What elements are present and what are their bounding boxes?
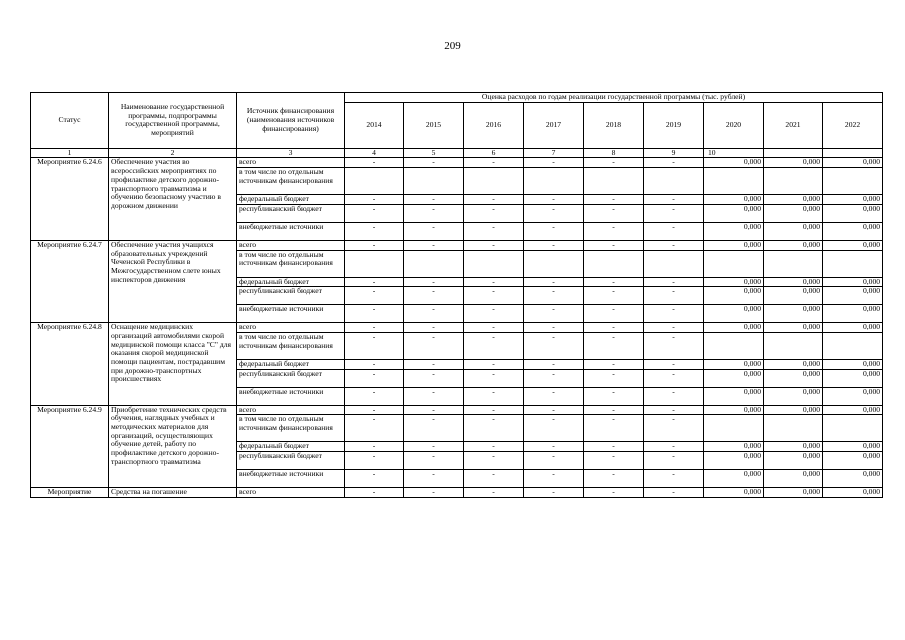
column-number: 2 (109, 148, 237, 158)
year-value: - (464, 222, 524, 240)
year-value (524, 250, 584, 277)
year-value (584, 250, 644, 277)
header-year: 2017 (524, 102, 584, 148)
year-value: - (345, 405, 404, 415)
year-value: - (524, 442, 584, 452)
year-value: - (524, 204, 584, 222)
year-value: - (644, 323, 704, 333)
year-value: - (644, 359, 704, 369)
year-value: - (464, 158, 524, 168)
column-number: 3 (237, 148, 345, 158)
source-label: в том числе по отдельным источникам финансирования (237, 168, 345, 195)
column-number: 8 (584, 148, 644, 158)
source-label: внебюджетные источники (237, 470, 345, 488)
year-value: - (644, 387, 704, 405)
source-label: внебюджетные источники (237, 222, 345, 240)
header-source: Источник финансирования (наименования источников финансирования) (237, 93, 345, 149)
year-value: - (345, 204, 404, 222)
column-number: 5 (404, 148, 464, 158)
year-value (464, 250, 524, 277)
year-value: - (524, 387, 584, 405)
header-year: 2018 (584, 102, 644, 148)
year-value: - (345, 240, 404, 250)
year-value: - (404, 287, 464, 305)
year-value: - (644, 277, 704, 287)
year-value: - (644, 158, 704, 168)
year-value: - (404, 305, 464, 323)
source-label: внебюджетные источники (237, 387, 345, 405)
year-value: - (404, 277, 464, 287)
year-value: - (584, 305, 644, 323)
year-value: - (584, 470, 644, 488)
year-value: - (584, 287, 644, 305)
year-value: - (464, 305, 524, 323)
year-value (524, 168, 584, 195)
year-value (404, 250, 464, 277)
year-value: - (404, 323, 464, 333)
header-year: 2022 (823, 102, 883, 148)
year-value: 0,000 (823, 470, 883, 488)
year-value: - (345, 442, 404, 452)
year-value: - (524, 470, 584, 488)
year-value: 0,000 (764, 452, 823, 470)
year-value: - (584, 222, 644, 240)
year-value: 0,000 (764, 287, 823, 305)
year-value: - (524, 452, 584, 470)
year-value: - (404, 332, 464, 359)
year-value: - (524, 323, 584, 333)
source-label: федеральный бюджет (237, 195, 345, 205)
year-value: 0,000 (704, 405, 764, 415)
year-value: 0,000 (823, 442, 883, 452)
column-number: 6 (464, 148, 524, 158)
year-value: - (584, 369, 644, 387)
year-value: - (345, 452, 404, 470)
year-value: 0,000 (704, 195, 764, 205)
year-value (704, 168, 764, 195)
year-value: - (524, 158, 584, 168)
year-value: 0,000 (704, 488, 764, 498)
year-value: - (644, 452, 704, 470)
header-estimate: Оценка расходов по годам реализации государственной программы (тыс. рублей) (345, 93, 883, 103)
year-value (823, 250, 883, 277)
year-value: - (464, 470, 524, 488)
year-value: - (464, 369, 524, 387)
measure-status: Мероприятие 6.24.8 (31, 323, 109, 405)
year-value (464, 168, 524, 195)
year-value (404, 168, 464, 195)
year-value (644, 250, 704, 277)
year-value: 0,000 (764, 305, 823, 323)
year-value: 0,000 (823, 405, 883, 415)
measure-name: Обеспечение участия учащихся образовательных учреждений Чеченской Республики в Межгосударственном слете юных инспекторов движения (109, 240, 237, 322)
year-value: - (464, 405, 524, 415)
year-value: 0,000 (764, 387, 823, 405)
source-label: всего (237, 405, 345, 415)
year-value: - (524, 240, 584, 250)
source-label: в том числе по отдельным источникам финансирования (237, 250, 345, 277)
year-value: - (584, 158, 644, 168)
year-value: 0,000 (764, 204, 823, 222)
year-value: - (584, 387, 644, 405)
source-label: в том числе по отдельным источникам финансирования (237, 415, 345, 442)
measure-status: Мероприятие (31, 488, 109, 498)
column-number: 9 (644, 148, 704, 158)
year-value (823, 415, 883, 442)
year-value: - (345, 287, 404, 305)
source-label: федеральный бюджет (237, 277, 345, 287)
year-value: 0,000 (764, 405, 823, 415)
year-value: - (464, 452, 524, 470)
year-value: - (524, 359, 584, 369)
year-value: - (524, 369, 584, 387)
year-value: 0,000 (764, 442, 823, 452)
year-value: - (524, 277, 584, 287)
header-year: 2021 (764, 102, 823, 148)
year-value: - (464, 442, 524, 452)
year-value: 0,000 (704, 359, 764, 369)
year-value: - (345, 470, 404, 488)
year-value: - (584, 323, 644, 333)
year-value: 0,000 (704, 442, 764, 452)
year-value: - (464, 195, 524, 205)
table-row (31, 323, 883, 333)
year-value: 0,000 (764, 240, 823, 250)
year-value: - (404, 488, 464, 498)
measure-status: Мероприятие 6.24.7 (31, 240, 109, 322)
year-value: - (345, 369, 404, 387)
year-value: 0,000 (764, 359, 823, 369)
year-value: - (464, 240, 524, 250)
year-value: - (404, 452, 464, 470)
year-value: 0,000 (823, 305, 883, 323)
year-value: - (404, 204, 464, 222)
header-status: Статус (31, 93, 109, 149)
year-value: 0,000 (764, 323, 823, 333)
year-value: - (584, 415, 644, 442)
year-value: 0,000 (823, 222, 883, 240)
year-value: - (464, 488, 524, 498)
year-value: 0,000 (823, 240, 883, 250)
year-value: - (644, 332, 704, 359)
year-value: - (584, 452, 644, 470)
measure-name: Обеспечение участия во всероссийских мероприятиях по профилактике детского дорожно-транспортного травматизма и обучению безопасному участию в дорожном движении (109, 158, 237, 240)
year-value: - (584, 442, 644, 452)
year-value: - (584, 359, 644, 369)
source-label: всего (237, 323, 345, 333)
source-label: федеральный бюджет (237, 442, 345, 452)
year-value: - (345, 415, 404, 442)
source-label: федеральный бюджет (237, 359, 345, 369)
year-value: - (644, 405, 704, 415)
year-value: - (464, 387, 524, 405)
year-value: 0,000 (764, 222, 823, 240)
year-value: - (524, 222, 584, 240)
year-value: - (524, 287, 584, 305)
year-value (704, 332, 764, 359)
header-year: 2019 (644, 102, 704, 148)
year-value: - (464, 359, 524, 369)
header-year: 2015 (404, 102, 464, 148)
year-value: 0,000 (704, 240, 764, 250)
year-value: - (524, 305, 584, 323)
year-value: - (464, 277, 524, 287)
year-value: - (584, 240, 644, 250)
source-label: всего (237, 240, 345, 250)
year-value: - (464, 287, 524, 305)
measure-status: Мероприятие 6.24.6 (31, 158, 109, 240)
year-value: 0,000 (704, 323, 764, 333)
source-label: республиканский бюджет (237, 452, 345, 470)
year-value (704, 250, 764, 277)
year-value: - (404, 415, 464, 442)
year-value: 0,000 (823, 158, 883, 168)
year-value: - (464, 332, 524, 359)
table-row (31, 158, 883, 168)
year-value: - (644, 470, 704, 488)
year-value (823, 332, 883, 359)
table-row (31, 240, 883, 250)
year-value (345, 168, 404, 195)
year-value: - (345, 222, 404, 240)
year-value: 0,000 (823, 452, 883, 470)
expenditure-table (30, 92, 883, 498)
source-label: республиканский бюджет (237, 369, 345, 387)
year-value: - (345, 158, 404, 168)
column-number: 4 (345, 148, 404, 158)
year-value (764, 415, 823, 442)
year-value: - (345, 323, 404, 333)
year-value (764, 332, 823, 359)
year-value: 0,000 (764, 369, 823, 387)
year-value: - (584, 488, 644, 498)
year-value: - (644, 287, 704, 305)
year-value: - (404, 442, 464, 452)
year-value: 0,000 (823, 323, 883, 333)
year-value: - (644, 369, 704, 387)
year-value: 0,000 (704, 470, 764, 488)
year-value: 0,000 (704, 387, 764, 405)
year-value: - (464, 204, 524, 222)
year-value: - (404, 369, 464, 387)
measure-name: Приобретение технических средств обучения, наглядных учебных и методических материалов для организаций, осуществляющих обучение детей, работу по профилактике детского дорожно-транспортного травматизма (109, 405, 237, 487)
header-name: Наименование государственной программы, подпрограммы государственной программы, мероприятий (109, 93, 237, 149)
year-value: 0,000 (704, 158, 764, 168)
year-value: 0,000 (823, 488, 883, 498)
year-value: 0,000 (823, 195, 883, 205)
year-value (704, 415, 764, 442)
year-value: 0,000 (704, 305, 764, 323)
measure-status: Мероприятие 6.24.9 (31, 405, 109, 487)
table-row (31, 405, 883, 415)
year-value: 0,000 (704, 204, 764, 222)
year-value (764, 168, 823, 195)
year-value: 0,000 (704, 452, 764, 470)
year-value: 0,000 (704, 277, 764, 287)
header-year: 2016 (464, 102, 524, 148)
year-value: - (584, 277, 644, 287)
year-value (764, 250, 823, 277)
year-value: 0,000 (704, 222, 764, 240)
table-row (31, 488, 883, 498)
header-year: 2020 (704, 102, 764, 148)
year-value (823, 168, 883, 195)
year-value: - (464, 323, 524, 333)
year-value: - (584, 204, 644, 222)
year-value: - (524, 332, 584, 359)
column-number: 10 (704, 148, 764, 158)
year-value: - (345, 277, 404, 287)
year-value: 0,000 (764, 488, 823, 498)
year-value: - (644, 195, 704, 205)
source-label: всего (237, 488, 345, 498)
year-value: 0,000 (823, 277, 883, 287)
year-value (584, 168, 644, 195)
column-number: 7 (524, 148, 584, 158)
page-number: 209 (444, 40, 461, 52)
source-label: республиканский бюджет (237, 204, 345, 222)
year-value: 0,000 (823, 359, 883, 369)
year-value: - (345, 387, 404, 405)
year-value: - (524, 415, 584, 442)
year-value: - (644, 442, 704, 452)
year-value: - (404, 359, 464, 369)
header-year: 2014 (345, 102, 404, 148)
measure-name: Средства на погашение (109, 488, 237, 498)
year-value: - (345, 359, 404, 369)
source-label: в том числе по отдельным источникам финансирования (237, 332, 345, 359)
year-value: - (404, 158, 464, 168)
year-value: - (644, 240, 704, 250)
source-label: внебюджетные источники (237, 305, 345, 323)
source-label: республиканский бюджет (237, 287, 345, 305)
year-value: 0,000 (823, 369, 883, 387)
year-value: - (404, 195, 464, 205)
year-value: - (524, 405, 584, 415)
year-value: - (404, 222, 464, 240)
year-value: - (584, 332, 644, 359)
year-value: - (644, 488, 704, 498)
year-value: - (404, 405, 464, 415)
year-value: 0,000 (764, 470, 823, 488)
year-value: 0,000 (764, 277, 823, 287)
source-label: всего (237, 158, 345, 168)
year-value: 0,000 (823, 204, 883, 222)
measure-name: Оснащение медицинских организаций автомобилями скорой медицинской помощи класса "С" для оказания скорой медицинской помощи пациентам, пострадавшим при дорожно-транспортных происшествиях (109, 323, 237, 405)
year-value (345, 250, 404, 277)
year-value: - (404, 387, 464, 405)
year-value: 0,000 (764, 158, 823, 168)
year-value: 0,000 (764, 195, 823, 205)
year-value: - (464, 415, 524, 442)
column-number: 1 (31, 148, 109, 158)
year-value: - (524, 195, 584, 205)
year-value: - (345, 488, 404, 498)
year-value: - (584, 405, 644, 415)
year-value: - (644, 222, 704, 240)
year-value: 0,000 (823, 387, 883, 405)
year-value: 0,000 (704, 369, 764, 387)
year-value: - (404, 240, 464, 250)
year-value: - (644, 204, 704, 222)
year-value: 0,000 (704, 287, 764, 305)
year-value: - (404, 470, 464, 488)
year-value: - (524, 488, 584, 498)
year-value (644, 168, 704, 195)
year-value: - (345, 332, 404, 359)
year-value: - (644, 305, 704, 323)
year-value: - (345, 305, 404, 323)
year-value: - (345, 195, 404, 205)
year-value: - (584, 195, 644, 205)
year-value: 0,000 (823, 287, 883, 305)
year-value: - (644, 415, 704, 442)
